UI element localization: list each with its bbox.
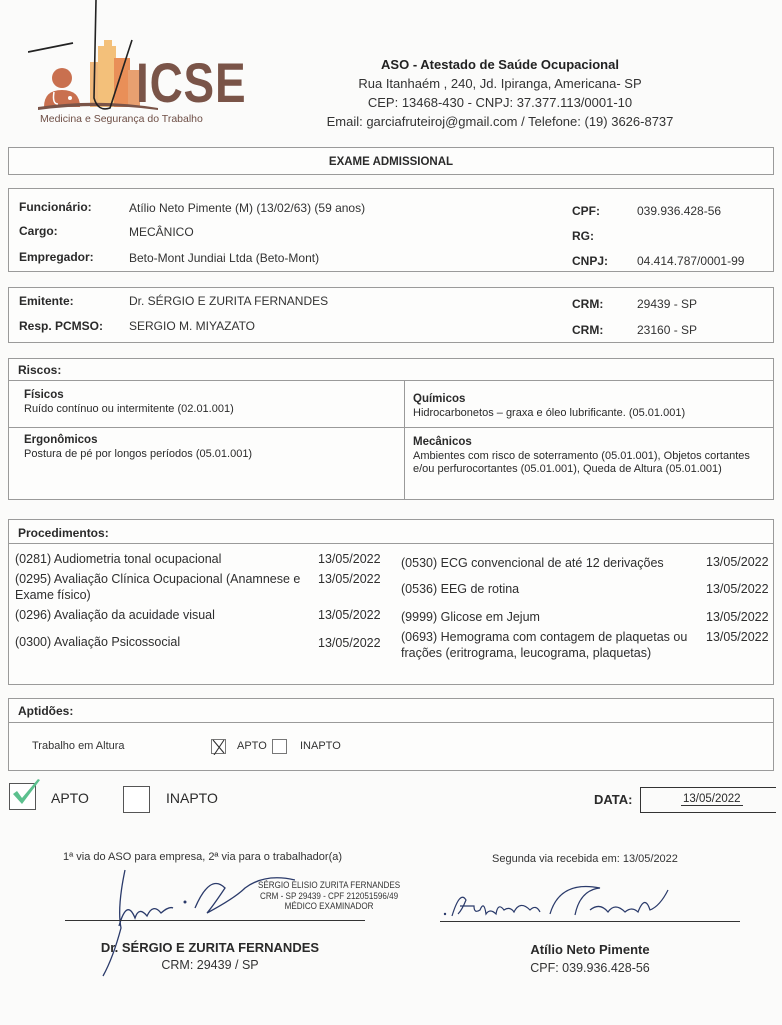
cpf-label: CPF:	[572, 204, 600, 218]
procedure-date: 13/05/2022	[706, 582, 769, 596]
employee-name: Atílio Neto Pimente	[530, 942, 650, 957]
emitente-label: Emitente:	[19, 294, 74, 308]
date-label: DATA:	[594, 792, 633, 807]
company-logo	[28, 0, 278, 130]
copies-note: 1ª via do ASO para empresa, 2ª via para o trabalhador(a)	[63, 851, 343, 863]
emitente-crm-value: 29439 - SP	[637, 297, 698, 311]
risk-ergonomicos-text: Postura de pé por longos períodos (05.01.001)	[24, 447, 253, 460]
risk-mecanicos-title: Mecânicos	[413, 436, 472, 448]
pcmso-value: SERGIO M. MIYAZATO	[129, 319, 256, 333]
aptitudes-section	[8, 698, 774, 771]
aptitude-apto-label: APTO	[237, 740, 267, 752]
rg-label: RG:	[572, 229, 594, 243]
risk-fisicos-title: Físicos	[24, 389, 64, 401]
procedure-date: 13/05/2022	[706, 610, 769, 624]
aptitude-apto-checkbox[interactable]	[211, 739, 226, 754]
procedure-date: 13/05/2022	[318, 572, 381, 586]
risks-title: Riscos:	[9, 359, 773, 381]
pcmso-crm-label: CRM:	[572, 323, 604, 337]
procedure-item: (0281) Audiometria tonal ocupacional	[15, 552, 222, 566]
emitente-crm-label: CRM:	[572, 297, 604, 311]
risk-quimicos	[413, 389, 768, 420]
risk-ergonomicos-title: Ergonômicos	[24, 434, 98, 446]
cpf-value: 039.936.428-56	[637, 204, 722, 218]
employee-signature-icon	[440, 880, 680, 925]
stamp-line-3: MÉDICO EXAMINADOR	[284, 901, 374, 912]
date-value: 13/05/2022	[683, 793, 741, 805]
clinic-cep-cnpj: CEP: 13468-430 - CNPJ: 37.377.113/0001-10	[367, 95, 633, 110]
logo-tagline: Medicina e Segurança do Trabalho	[40, 113, 203, 125]
result-inapto-label: INAPTO	[166, 790, 218, 806]
procedure-date: 13/05/2022	[318, 636, 381, 650]
header-info	[280, 55, 720, 131]
empregador-label: Empregador:	[19, 250, 94, 264]
checkmark-icon	[10, 776, 44, 810]
procedures-title: Procedimentos:	[9, 520, 773, 544]
doctor-crm: CRM: 29439 / SP	[161, 958, 259, 972]
procedure-item: (9999) Glicose em Jejum	[401, 610, 540, 624]
procedure-date: 13/05/2022	[706, 555, 769, 569]
stamp-line-2: CRM - SP 29439 - CPF 212051596/49	[259, 890, 399, 902]
risk-mecanicos-text: Ambientes com risco de soterramento (05.01.001), Objetos cortantes e/ou perfurocortantes (05.01.001), Queda de Altura (05.01.001)	[413, 449, 750, 475]
risk-fisicos-text: Ruído contínuo ou intermitente (02.01.001)	[24, 402, 234, 415]
risk-ergonomicos	[24, 430, 394, 461]
aptitudes-title: Aptidões:	[9, 699, 773, 723]
funcionario-label: Funcionário:	[19, 200, 92, 214]
cnpj-value: 04.414.787/0001-99	[637, 254, 745, 268]
empregador-value: Beto-Mont Jundiai Ltda (Beto-Mont)	[129, 251, 320, 265]
pcmso-crm-value: 23160 - SP	[637, 323, 698, 337]
received-note: Segunda via recebida em: 13/05/2022	[492, 853, 678, 865]
stamp-line-1: SÉRGIO ELISIO ZURITA FERNANDES	[258, 880, 401, 891]
risk-fisicos	[24, 385, 394, 416]
result-apto-checkbox[interactable]	[9, 783, 36, 810]
employee-cpf: CPF: 039.936.428-56	[530, 961, 650, 975]
logo-brand: ICSE	[136, 51, 247, 114]
employee-signature-line	[440, 921, 740, 922]
result-inapto-checkbox[interactable]	[123, 786, 150, 813]
procedure-item: (0296) Avaliação da acuidade visual	[15, 608, 215, 622]
cargo-label: Cargo:	[19, 224, 58, 238]
aptitude-item-label: Trabalho em Altura	[32, 740, 125, 752]
procedure-date: 13/05/2022	[318, 608, 381, 622]
procedure-item: (0536) EEG de rotina	[401, 582, 520, 596]
result-apto-label: APTO	[51, 790, 89, 806]
risk-quimicos-title: Químicos	[413, 393, 466, 405]
procedure-item: (0530) ECG convencional de até 12 derivações	[401, 556, 664, 570]
date-field	[640, 787, 776, 813]
issuer-section	[8, 287, 774, 343]
cargo-value: MECÂNICO	[129, 225, 194, 239]
risk-mecanicos	[413, 432, 758, 477]
aptitude-inapto-label: INAPTO	[300, 740, 341, 752]
aptitude-inapto-checkbox[interactable]	[272, 739, 287, 754]
doctor-name: Dr. SÉRGIO E ZURITA FERNANDES	[100, 940, 320, 955]
x-mark-icon	[211, 738, 226, 755]
emitente-value: Dr. SÉRGIO E ZURITA FERNANDES	[129, 294, 329, 308]
cnpj-label: CNPJ:	[572, 254, 609, 268]
pcmso-label: Resp. PCMSO:	[19, 319, 104, 333]
funcionario-value: Atílio Neto Pimente (M) (13/02/63) (59 anos)	[129, 201, 366, 215]
procedure-date: 13/05/2022	[318, 552, 381, 566]
exam-type-banner: EXAME ADMISSIONAL	[8, 147, 774, 175]
procedure-item: (0693) Hemograma com contagem de plaquetas ou frações (eritrograma, leucograma, plaquetas)	[401, 630, 688, 660]
doctor-signature-line	[65, 920, 365, 921]
risks-section	[8, 358, 774, 500]
procedure-item: (0295) Avaliação Clínica Ocupacional (Anamnese e Exame físico)	[15, 572, 301, 602]
clinic-address: Rua Itanhaém , 240, Jd. Ipiranga, Americana- SP	[358, 76, 642, 91]
risks-row-divider	[9, 427, 773, 428]
procedure-date: 13/05/2022	[706, 630, 769, 644]
risk-quimicos-text: Hidrocarbonetos – graxa e óleo lubrificante. (05.01.001)	[413, 406, 686, 419]
doctor-stamp	[258, 881, 400, 913]
clinic-contact: Email: garciafruteiroj@gmail.com / Telefone: (19) 3626-8737	[326, 114, 674, 129]
risks-column-divider	[404, 381, 405, 500]
document-title: ASO - Atestado de Saúde Ocupacional	[381, 57, 619, 72]
procedures-section	[8, 519, 774, 685]
employee-section	[8, 188, 774, 272]
procedure-item: (0300) Avaliação Psicossocial	[15, 635, 181, 649]
